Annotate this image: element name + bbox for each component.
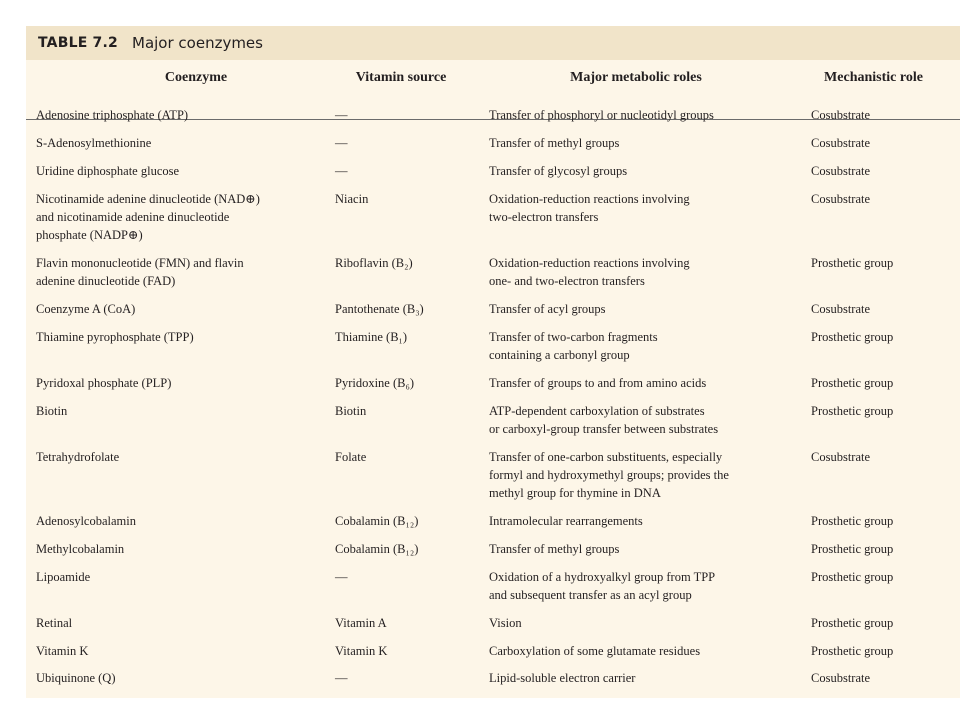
cell-metabolic-roles: Oxidation of a hydroxyalkyl group from TPP and subsequent transfer as an acyl group [489, 570, 716, 602]
cell-coenzyme: Uridine diphosphate glucose [36, 164, 180, 178]
cell-mechanistic-role: Cosubstrate [811, 136, 871, 150]
cell-mechanistic-role: Cosubstrate [811, 671, 871, 685]
coenzyme-table [26, 26, 960, 698]
cell-vitamin-source: — [335, 136, 348, 150]
cell-metabolic-roles: Lipid-soluble electron carrier [489, 671, 636, 685]
table-label: TABLE 7.2 [38, 35, 118, 51]
cell-mechanistic-role: Cosubstrate [811, 164, 871, 178]
header-mechanistic-role: Mechanistic role [824, 70, 923, 85]
cell-vitamin-source: Pantothenate (B₃) [335, 302, 424, 316]
cell-mechanistic-role: Prosthetic group [811, 570, 894, 584]
cell-mechanistic-role: Cosubstrate [811, 450, 871, 464]
header-coenzyme: Coenzyme [164, 70, 228, 85]
cell-mechanistic-role: Prosthetic group [811, 514, 894, 528]
cell-mechanistic-role: Prosthetic group [811, 616, 894, 630]
cell-metabolic-roles: Oxidation-reduction reactions involving one- and two-electron transfers [489, 256, 690, 288]
cell-vitamin-source: Thiamine (B₁) [335, 330, 408, 344]
cell-coenzyme: Tetrahydrofolate [36, 450, 120, 464]
cell-coenzyme: Lipoamide [36, 570, 91, 584]
cell-metabolic-roles: Transfer of phosphoryl or nucleotidyl groups [489, 108, 714, 122]
cell-mechanistic-role: Prosthetic group [811, 376, 894, 390]
cell-metabolic-roles: Transfer of methyl groups [489, 136, 620, 150]
cell-mechanistic-role: Cosubstrate [811, 108, 871, 122]
cell-vitamin-source: Riboflavin (B₂) [335, 256, 413, 270]
cell-mechanistic-role: Prosthetic group [811, 404, 894, 418]
cell-coenzyme: Pyridoxal phosphate (PLP) [36, 376, 172, 390]
cell-vitamin-source: — [335, 108, 348, 122]
cell-vitamin-source: Cobalamin (B₁₂) [335, 542, 419, 556]
header-metabolic-roles: Major metabolic roles [570, 70, 702, 85]
cell-vitamin-source: — [335, 164, 348, 178]
cell-vitamin-source: Vitamin K [335, 644, 388, 658]
cell-mechanistic-role: Cosubstrate [811, 302, 871, 316]
cell-coenzyme: Flavin mononucleotide (FMN) and flavin adenine dinucleotide (FAD) [36, 256, 244, 288]
cell-vitamin-source: Pyridoxine (B₆) [335, 376, 415, 390]
cell-metabolic-roles: Intramolecular rearrangements [489, 514, 643, 528]
cell-coenzyme: S-Adenosylmethionine [36, 136, 152, 150]
cell-coenzyme: Biotin [36, 404, 68, 418]
cell-metabolic-roles: Transfer of groups to and from amino acids [489, 376, 707, 390]
cell-coenzyme: Thiamine pyrophosphate (TPP) [36, 330, 194, 344]
cell-vitamin-source: Biotin [335, 404, 367, 418]
cell-metabolic-roles: Oxidation-reduction reactions involving two-electron transfers [489, 192, 690, 224]
cell-metabolic-roles: Transfer of methyl groups [489, 542, 620, 556]
table-caption [26, 26, 960, 60]
cell-mechanistic-role: Prosthetic group [811, 644, 894, 658]
cell-coenzyme: Nicotinamide adenine dinucleotide (NAD⊕) and nicotinamide adenine dinucleotide phosphate (NADP⊕) [36, 192, 260, 242]
cell-metabolic-roles: ATP-dependent carboxylation of substrates or carboxyl-group transfer between substrates [489, 404, 719, 436]
cell-metabolic-roles: Transfer of two-carbon fragments containing a carbonyl group [489, 330, 658, 362]
cell-coenzyme: Adenosine triphosphate (ATP) [36, 108, 189, 122]
cell-coenzyme: Retinal [36, 616, 73, 630]
cell-mechanistic-role: Prosthetic group [811, 330, 894, 344]
cell-coenzyme: Adenosylcobalamin [36, 514, 136, 528]
cell-vitamin-source: Niacin [335, 192, 369, 206]
cell-vitamin-source: Folate [335, 450, 367, 464]
cell-coenzyme: Ubiquinone (Q) [36, 671, 116, 685]
cell-metabolic-roles: Carboxylation of some glutamate residues [489, 644, 701, 658]
cell-metabolic-roles: Transfer of glycosyl groups [489, 164, 628, 178]
table-title: Major coenzymes [132, 34, 263, 52]
cell-metabolic-roles: Vision [489, 616, 522, 630]
cell-coenzyme: Coenzyme A (CoA) [36, 302, 136, 316]
cell-mechanistic-role: Prosthetic group [811, 256, 894, 270]
cell-coenzyme: Methylcobalamin [36, 542, 125, 556]
cell-vitamin-source: Vitamin A [335, 616, 387, 630]
cell-vitamin-source: — [335, 570, 348, 584]
cell-vitamin-source: Cobalamin (B₁₂) [335, 514, 419, 528]
cell-vitamin-source: — [335, 671, 348, 685]
cell-metabolic-roles: Transfer of one-carbon substituents, especially formyl and hydroxymethyl groups; provides the methyl group for thymine in DNA [489, 450, 729, 500]
cell-mechanistic-role: Cosubstrate [811, 192, 871, 206]
header-vitamin-source: Vitamin source [355, 70, 447, 85]
cell-mechanistic-role: Prosthetic group [811, 542, 894, 556]
cell-metabolic-roles: Transfer of acyl groups [489, 302, 606, 316]
cell-coenzyme: Vitamin K [36, 644, 89, 658]
